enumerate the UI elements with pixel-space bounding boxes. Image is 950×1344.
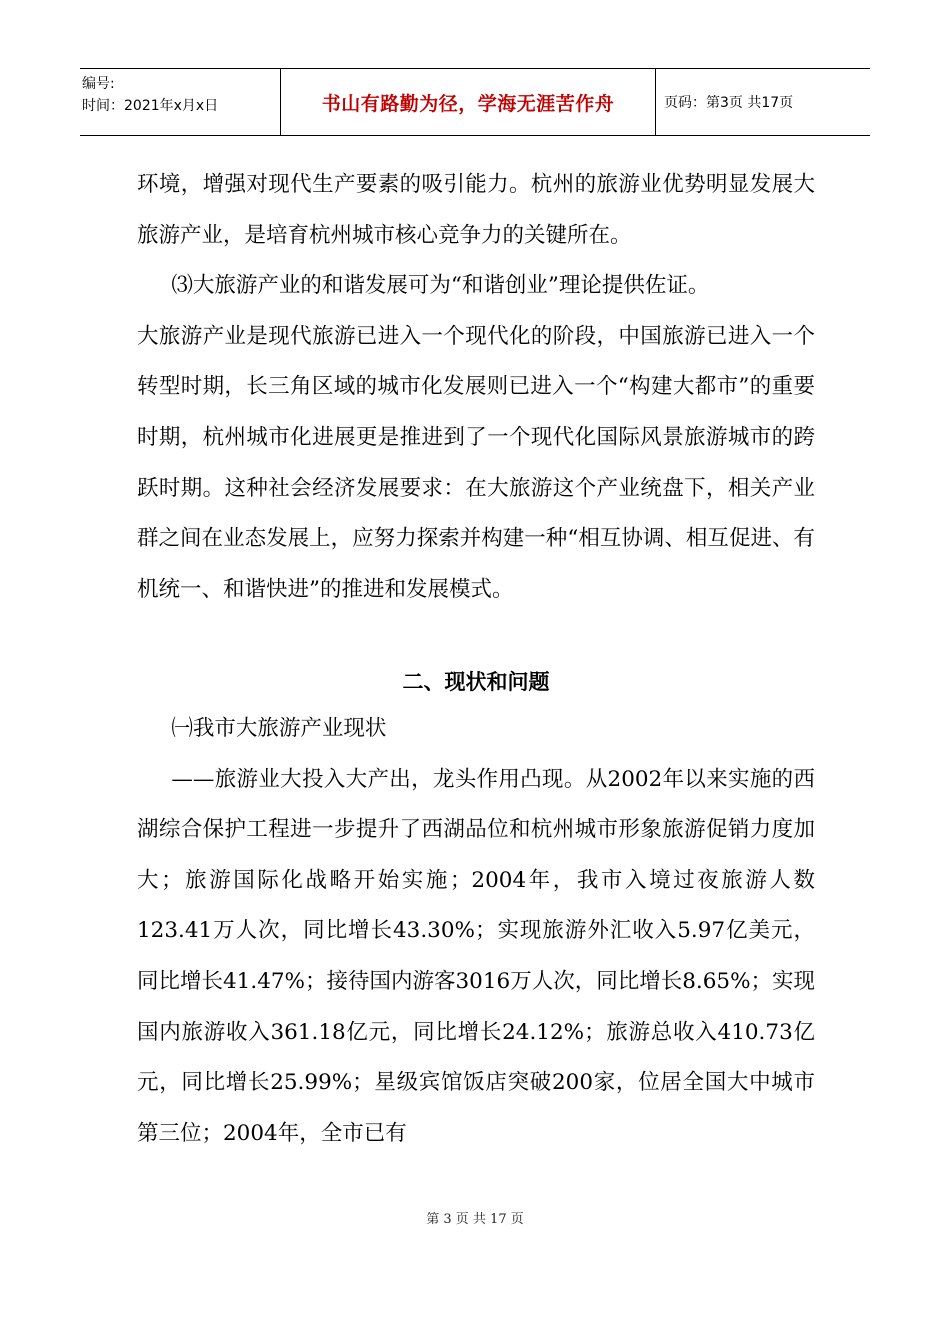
page-header — [80, 68, 870, 136]
header-page-info: 页码：第3页 共17页 — [664, 95, 794, 111]
paragraph-4: ——旅游业大投入大产出，龙头作用凸现。从2002年以来实施的西湖综合保护工程进一步提升了西湖品位和杭州城市形象旅游促销力度加大；旅游国际化战略开始实施；2004年，我市入境过夜旅游人数123.41万人次，同比增长43.30%；实现旅游外汇收入5.97亿美元，同比增长41.47%；接待国内游客3016万人次，同比增长8.65%；实现国内旅游收入361.18亿元，同比增长24.12%；旅游总收入410.73亿元，同比增长25.99%；星级宾馆饭店突破200家，位居全国大中城市第三位；2004年，全市已有 — [137, 766, 815, 1146]
header-time-label: 时间：2021年x月x日 — [82, 98, 219, 114]
header-motto: 书山有路勤为径，学海无涯苦作舟 — [281, 69, 656, 135]
page-footer: 第 3 页 共 17 页 — [426, 1212, 524, 1227]
header-meta-cell — [80, 69, 281, 135]
header-number-label: 编号: — [82, 76, 115, 92]
paragraph-2: ⑶大旅游产业的和谐发展可为“和谐创业”理论提供佐证。 — [171, 273, 710, 299]
paragraph-3: 大旅游产业是现代旅游已进入一个现代化的阶段，中国旅游已进入一个转型时期，长三角区域的城市化发展则已进入一个“构建大都市”的重要时期，杭州城市化进展更是推进到了一个现代化国际风景旅游城市的跨跃时期。这种社会经济发展要求：在大旅游这个产业统盘下，相关产业群之间在业态发展上，应努力探索并构建一种“相互协调、相互促进、有机统一、和谐快进”的推进和发展模式。 — [137, 323, 815, 602]
document-body — [137, 160, 815, 1159]
subsection-title: ㈠我市大旅游产业现状 — [171, 715, 387, 741]
paragraph-1: 环境，增强对现代生产要素的吸引能力。杭州的旅游业优势明显发展大旅游产业，是培育杭州城市核心竞争力的关键所在。 — [137, 172, 815, 248]
section-heading: 二、现状和问题 — [402, 670, 550, 695]
